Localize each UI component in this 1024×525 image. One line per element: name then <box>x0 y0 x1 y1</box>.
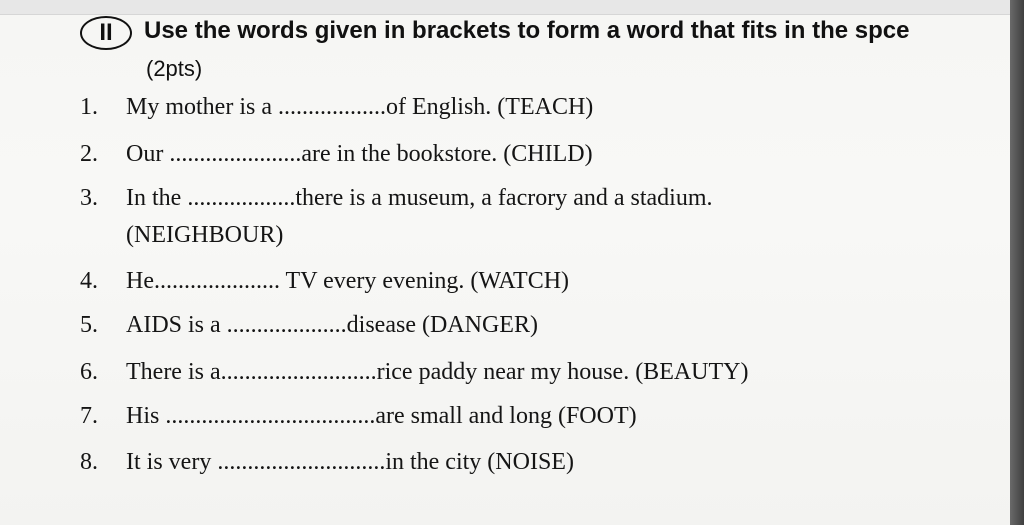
question-text: Our ......................are in the bookstore. (CHILD) <box>126 141 593 167</box>
question-number: 2. <box>80 141 98 167</box>
question-text-continued: (NEIGHBOUR) <box>126 222 284 248</box>
question-number: 4. <box>80 268 98 294</box>
question-text: AIDS is a ....................disease (DANGER) <box>126 312 538 338</box>
section-instruction: Use the words given in brackets to form a word that fits in the spce <box>144 17 910 44</box>
question-text: There is a..........................rice paddy near my house. (BEAUTY) <box>126 359 749 385</box>
top-edge <box>0 0 1024 15</box>
question-text: His ...................................are small and long (FOOT) <box>126 403 637 429</box>
question-number: 1. <box>80 94 98 120</box>
question-text: My mother is a ..................of English. (TEACH) <box>126 94 594 120</box>
question-text: In the ..................there is a museum, a facrory and a stadium. <box>126 185 713 211</box>
section-numeral: II <box>80 16 132 50</box>
question-number: 3. <box>80 185 98 211</box>
question-number: 6. <box>80 359 98 385</box>
question-number: 5. <box>80 312 98 338</box>
question-text: He..................... TV every evening. (WATCH) <box>126 268 570 294</box>
question-text: It is very ............................in the city (NOISE) <box>126 449 574 475</box>
question-number: 7. <box>80 403 98 429</box>
page-binding-edge <box>1010 0 1024 525</box>
question-number: 8. <box>80 449 98 475</box>
section-points: (2pts) <box>146 56 203 81</box>
